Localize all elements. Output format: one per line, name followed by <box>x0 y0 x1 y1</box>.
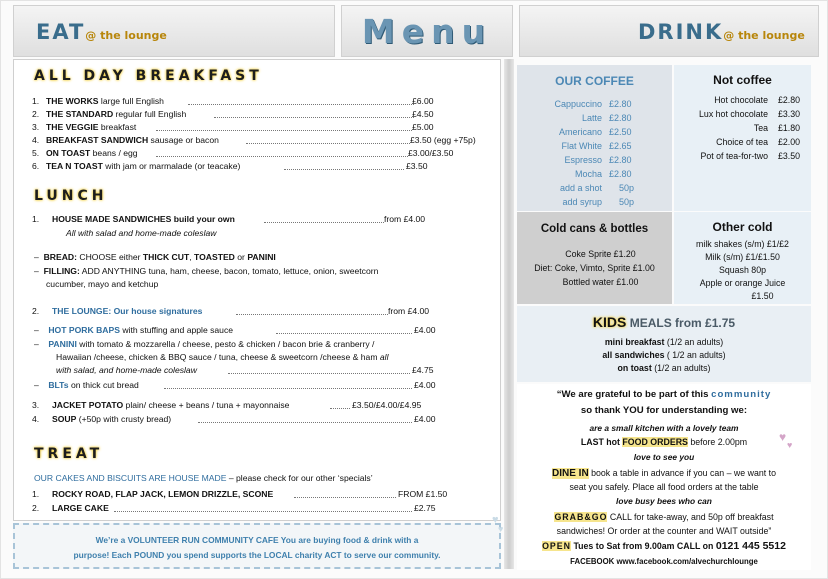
panini-note: with salad, and home-made coleslaw <box>56 365 197 375</box>
dine-in-line: DINE IN book a table in advance if you can – we want to <box>552 468 776 479</box>
coffee-name: Flat White <box>561 141 602 151</box>
menu-item: SOUP (+50p with crusty bread) <box>52 414 172 424</box>
heart-icon: ♥ <box>492 514 499 526</box>
cold-line: £1.50 <box>751 291 774 301</box>
volunteer-line-1: We’re a VOLUNTEER RUN COMMUNITY CAFE You are buying food & drink with a <box>95 535 419 545</box>
item-number: 1. <box>32 96 40 106</box>
menu-header <box>341 5 513 57</box>
drink-price: £1.80 <box>778 123 801 133</box>
menu-item: ON TOAST beans / egg <box>46 148 138 158</box>
eat-title: EAT@ the lounge <box>36 20 167 44</box>
eat-header <box>13 5 335 57</box>
item-price: £5.00 <box>412 122 434 132</box>
menu-item: THE VEGGIE breakfast <box>46 122 137 132</box>
kids-line: all sandwiches ( 1/2 an adults) <box>602 350 726 360</box>
item-price: FROM £1.50 <box>398 489 448 499</box>
cans-line: Bottled water £1.00 <box>562 277 639 287</box>
leader-dots <box>156 149 408 157</box>
menu-item: LARGE CAKE <box>52 503 109 513</box>
grab-go-line-2: sandwiches! Or order at the counter and WAIT outside” <box>556 526 772 536</box>
dine-in-line-2: seat you safely. Place all food orders at the table <box>569 482 759 492</box>
leader-dots <box>276 326 412 334</box>
thanks-line-1: “We are grateful to be part of this community <box>556 389 772 400</box>
menu-item: – BLTs on thick cut bread <box>34 380 139 390</box>
menu-item: THE STANDARD regular full English <box>46 109 187 119</box>
kitchen-line: are a small kitchen with a lovely team <box>589 423 739 433</box>
item-price: £4.75 <box>412 365 434 375</box>
leader-dots <box>330 401 350 409</box>
leader-dots <box>156 123 412 131</box>
item-price: £4.00 <box>414 414 436 424</box>
leader-dots <box>214 110 414 118</box>
menu-item: – PANINI with tomato & mozzarella / cheese, pesto & chicken / bacon brie & cranberry / <box>34 339 375 349</box>
cans-line: Diet: Coke, Vimto, Sprite £1.00 <box>534 263 655 273</box>
item-note: All with salad and home-made coleslaw <box>66 228 217 238</box>
item-number: 5. <box>32 148 40 158</box>
coffee-price: £2.65 <box>609 141 632 151</box>
item-price: £4.00 <box>414 380 436 390</box>
heart-icon: ♥ <box>498 524 504 534</box>
kids-line: on toast (1/2 an adults) <box>617 363 711 373</box>
cans-title: Cold cans & bottles <box>540 223 649 235</box>
leader-dots <box>294 490 396 498</box>
other-cold-box <box>674 212 811 304</box>
coffee-price: £2.80 <box>609 113 632 123</box>
kids-box <box>517 306 811 382</box>
heart-icon: ♥ <box>779 430 787 444</box>
menu-item: – HOT PORK BAPS with stuffing and apple sauce <box>34 325 234 335</box>
menu-item: THE LOUNGE: Our house signatures <box>52 306 203 316</box>
coffee-title: OUR COFFEE <box>555 74 634 88</box>
leader-dots <box>164 381 412 389</box>
drink-subtitle: @ the lounge <box>723 29 805 42</box>
item-number: 3. <box>32 400 40 410</box>
cold-line: Squash 80p <box>719 265 766 275</box>
drink-price: £2.00 <box>778 137 801 147</box>
coffee-name: Americano <box>558 127 602 137</box>
thanks-line-2: so thank YOU for understanding we: <box>580 405 748 416</box>
coffee-name: Espresso <box>564 155 602 165</box>
coffee-name: Latte <box>581 113 602 123</box>
coffee-price: 50p <box>619 197 635 207</box>
leader-dots <box>264 215 384 223</box>
drink-price: £3.50 <box>778 151 801 161</box>
item-price: £3.00/£3.50 <box>408 148 454 158</box>
cold-line: Apple or orange Juice <box>699 278 786 288</box>
heart-icon: ♥ <box>787 440 793 450</box>
menu-item: HOUSE MADE SANDWICHES build your own <box>52 214 235 224</box>
menu-item: JACKET POTATO plain/ cheese + beans / tuna + mayonnaise <box>52 400 290 410</box>
menu-item: TEA N TOAST with jam or marmalade (or teacake) <box>46 161 241 171</box>
other-cold-title: Other cold <box>712 220 773 234</box>
coffee-price: £2.80 <box>609 99 632 109</box>
cold-line: Milk (s/m) £1/£1.50 <box>705 252 780 262</box>
filling-options-cont: cucumber, mayo and ketchup <box>46 279 159 289</box>
coffee-name: Mocha <box>574 169 602 179</box>
volunteer-banner <box>13 523 504 569</box>
item-price: £4.00 <box>414 325 436 335</box>
leader-dots <box>246 136 410 144</box>
leader-dots <box>114 504 412 512</box>
not-coffee-box <box>674 65 811 211</box>
lunch-title: LUNCH <box>34 188 108 204</box>
menu-item: THE WORKS large full English <box>46 96 164 106</box>
coffee-price: £2.80 <box>609 169 632 179</box>
drink-title: DRINK@ the lounge <box>638 20 805 44</box>
item-price: from £4.00 <box>388 306 430 316</box>
notes-box <box>517 384 811 570</box>
coffee-box <box>517 65 672 211</box>
item-price: £4.50 <box>412 109 434 119</box>
menu-item: BREAKFAST SANDWICH sausage or bacon <box>46 135 219 145</box>
item-number: 1. <box>32 489 40 499</box>
item-number: 1. <box>32 214 40 224</box>
coffee-price: 50p <box>619 183 635 193</box>
panini-options: Hawaiian /cheese, chicken & BBQ sauce / tuna, cheese & sweetcorn /cheese & ham all <box>56 352 389 362</box>
item-number: 6. <box>32 161 40 171</box>
cans-line: Coke Sprite £1.20 <box>565 249 636 259</box>
item-number: 2. <box>32 503 40 513</box>
kids-line: mini breakfast (1/2 an adults) <box>604 337 724 347</box>
grab-go-line: GRAB&GO CALL for take-away, and 50p off breakfast <box>554 512 774 522</box>
coffee-name: add a shot <box>559 183 602 193</box>
leader-dots <box>188 97 414 105</box>
cold-line: milk shakes (s/m) £1/£2 <box>696 239 789 249</box>
item-price: £3.50 <box>406 161 428 171</box>
menu-title: Menu <box>361 12 493 51</box>
leader-dots <box>228 366 410 374</box>
item-number: 2. <box>32 109 40 119</box>
opening-line: OPEN Tues to Sat from 9.00am CALL on 0121 445 5512 <box>542 540 786 552</box>
treat-title: TREAT <box>34 446 104 462</box>
column-divider <box>504 59 514 569</box>
love-line: love to see you <box>633 452 695 462</box>
coffee-price: £2.80 <box>609 155 632 165</box>
drink-price: £3.30 <box>778 109 801 119</box>
kids-title: KIDS MEALS from £1.75 <box>592 314 736 330</box>
bees-line: love busy bees who can <box>616 496 712 506</box>
facebook-line: FACEBOOK www.facebook.com/alvechurchlounge <box>570 557 758 566</box>
item-price: £2.75 <box>414 503 436 513</box>
last-orders-line: LAST hot FOOD ORDERS before 2.00pm <box>580 437 748 447</box>
item-number: 2. <box>32 306 40 316</box>
drink-price: £2.80 <box>778 95 801 105</box>
drink-name: Tea <box>753 123 768 133</box>
food-panel <box>13 59 501 521</box>
menu-item: ROCKY ROAD, FLAP JACK, LEMON DRIZZLE, SCONE <box>52 489 274 499</box>
coffee-name: add syrup <box>562 197 602 207</box>
drink-header <box>519 5 819 57</box>
coffee-price: £2.50 <box>609 127 632 137</box>
bread-options: – BREAD: CHOOSE either THICK CUT, TOASTED or PANINI <box>34 252 276 262</box>
leader-dots <box>284 162 404 170</box>
eat-subtitle: @ the lounge <box>85 29 167 42</box>
item-number: 3. <box>32 122 40 132</box>
treat-note: OUR CAKES AND BISCUITS ARE HOUSE MADE – please check for our other ‘specials’ <box>34 473 373 483</box>
item-price: £3.50 (egg +75p) <box>410 135 476 145</box>
item-price: £3.50/£4.00/£4.95 <box>352 400 422 410</box>
filling-options: – FILLING: ADD ANYTHING tuna, ham, cheese, bacon, tomato, lettuce, onion, sweetcorn <box>34 266 379 276</box>
cans-box <box>517 212 672 304</box>
drink-name: Hot chocolate <box>714 95 768 105</box>
item-price: from £4.00 <box>384 214 426 224</box>
item-number: 4. <box>32 135 40 145</box>
drink-name: Lux hot chocolate <box>699 109 768 119</box>
leader-dots <box>198 415 412 423</box>
coffee-name: Cappuccino <box>554 99 602 109</box>
item-number: 4. <box>32 414 40 424</box>
not-coffee-title: Not coffee <box>713 73 772 87</box>
volunteer-line-2: purpose! Each POUND you spend supports the LOCAL charity ACT to serve our community. <box>73 550 441 560</box>
item-price: £6.00 <box>412 96 434 106</box>
drink-name: Choice of tea <box>716 137 768 147</box>
drink-name: Pot of tea-for-two <box>700 151 768 161</box>
leader-dots <box>236 307 388 315</box>
breakfast-title: ALL DAY BREAKFAST <box>34 68 263 84</box>
